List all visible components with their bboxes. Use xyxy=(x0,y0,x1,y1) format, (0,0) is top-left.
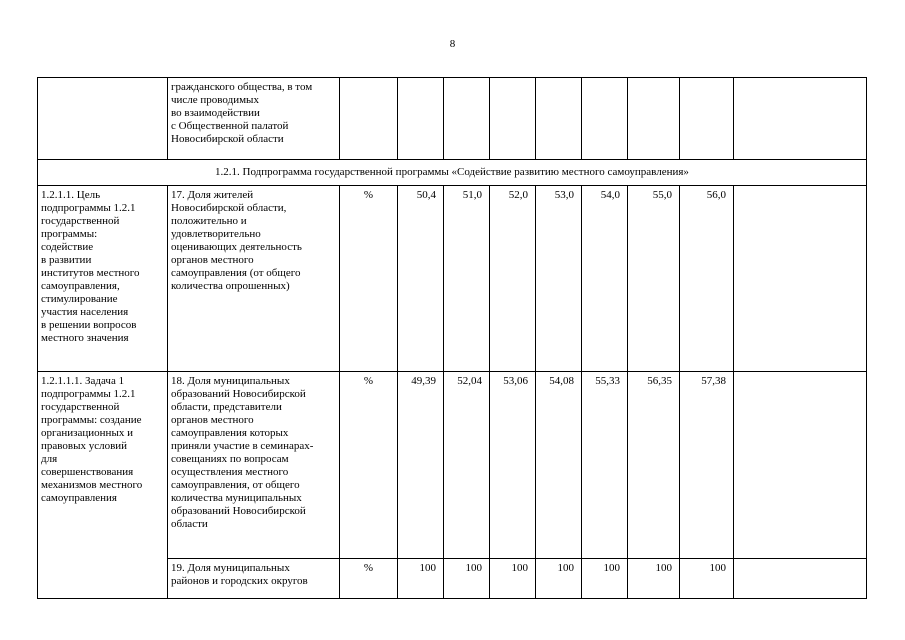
value-cell xyxy=(536,78,582,160)
goal-cell xyxy=(38,78,168,160)
value-cell xyxy=(628,78,680,160)
indicator-cell: 18. Доля муниципальных образований Новосибирской области, представители органов местного самоуправления которых приняли участие в семинарах- совещаниях по вопросам осуществления местного самоуправления, от общего количества муниципальных образований Новосибирской области xyxy=(168,372,340,559)
note-cell xyxy=(734,186,867,372)
value-cell: 50,4 xyxy=(398,186,444,372)
value-cell: 55,0 xyxy=(628,186,680,372)
value-cell: 57,38 xyxy=(680,372,734,559)
value-cell: 52,0 xyxy=(490,186,536,372)
indicators-table xyxy=(37,77,867,599)
goal-cell: 1.2.1.1. Цель подпрограммы 1.2.1 государственной программы: содействие в развитии институтов местного самоуправления, стимулирование участия населения в решении вопросов местного значения xyxy=(38,186,168,372)
value-cell xyxy=(680,78,734,160)
value-cell: 53,06 xyxy=(490,372,536,559)
value-cell xyxy=(582,78,628,160)
indicator-cell: 19. Доля муниципальных районов и городских округов xyxy=(168,559,340,599)
indicator-cell: гражданского общества, в том числе проводимых во взаимодействии с Общественной палатой Новосибирской области xyxy=(168,78,340,160)
subprogram-title: 1.2.1. Подпрограмма государственной программы «Содействие развитию местного самоуправления» xyxy=(38,160,867,186)
indicator-cell: 17. Доля жителей Новосибирской области, положительно и удовлетворительно оценивающих деятельность органов местного самоуправления (от общего количества опрошенных) xyxy=(168,186,340,372)
value-cell: 100 xyxy=(398,559,444,599)
unit-cell: % xyxy=(340,186,398,372)
unit-cell: % xyxy=(340,559,398,599)
value-cell: 54,0 xyxy=(582,186,628,372)
unit-cell: % xyxy=(340,372,398,559)
table-row xyxy=(38,186,867,372)
value-cell: 55,33 xyxy=(582,372,628,559)
goal-cell: 1.2.1.1.1. Задача 1 подпрограммы 1.2.1 государственной программы: создание организационных и правовых условий для совершенствования механизмов местного самоуправления xyxy=(38,372,168,599)
value-cell: 100 xyxy=(536,559,582,599)
table-row xyxy=(38,372,867,559)
value-cell: 100 xyxy=(490,559,536,599)
value-cell: 51,0 xyxy=(444,186,490,372)
value-cell: 100 xyxy=(582,559,628,599)
value-cell: 53,0 xyxy=(536,186,582,372)
value-cell: 54,08 xyxy=(536,372,582,559)
value-cell: 52,04 xyxy=(444,372,490,559)
value-cell xyxy=(444,78,490,160)
unit-cell xyxy=(340,78,398,160)
page-number: 8 xyxy=(449,38,456,50)
value-cell: 49,39 xyxy=(398,372,444,559)
value-cell xyxy=(398,78,444,160)
value-cell: 100 xyxy=(680,559,734,599)
note-cell xyxy=(734,78,867,160)
note-cell xyxy=(734,559,867,599)
value-cell xyxy=(490,78,536,160)
value-cell: 56,35 xyxy=(628,372,680,559)
value-cell: 56,0 xyxy=(680,186,734,372)
note-cell xyxy=(734,372,867,559)
value-cell: 100 xyxy=(628,559,680,599)
subprogram-row xyxy=(38,160,867,186)
table-row xyxy=(38,78,867,160)
value-cell: 100 xyxy=(444,559,490,599)
